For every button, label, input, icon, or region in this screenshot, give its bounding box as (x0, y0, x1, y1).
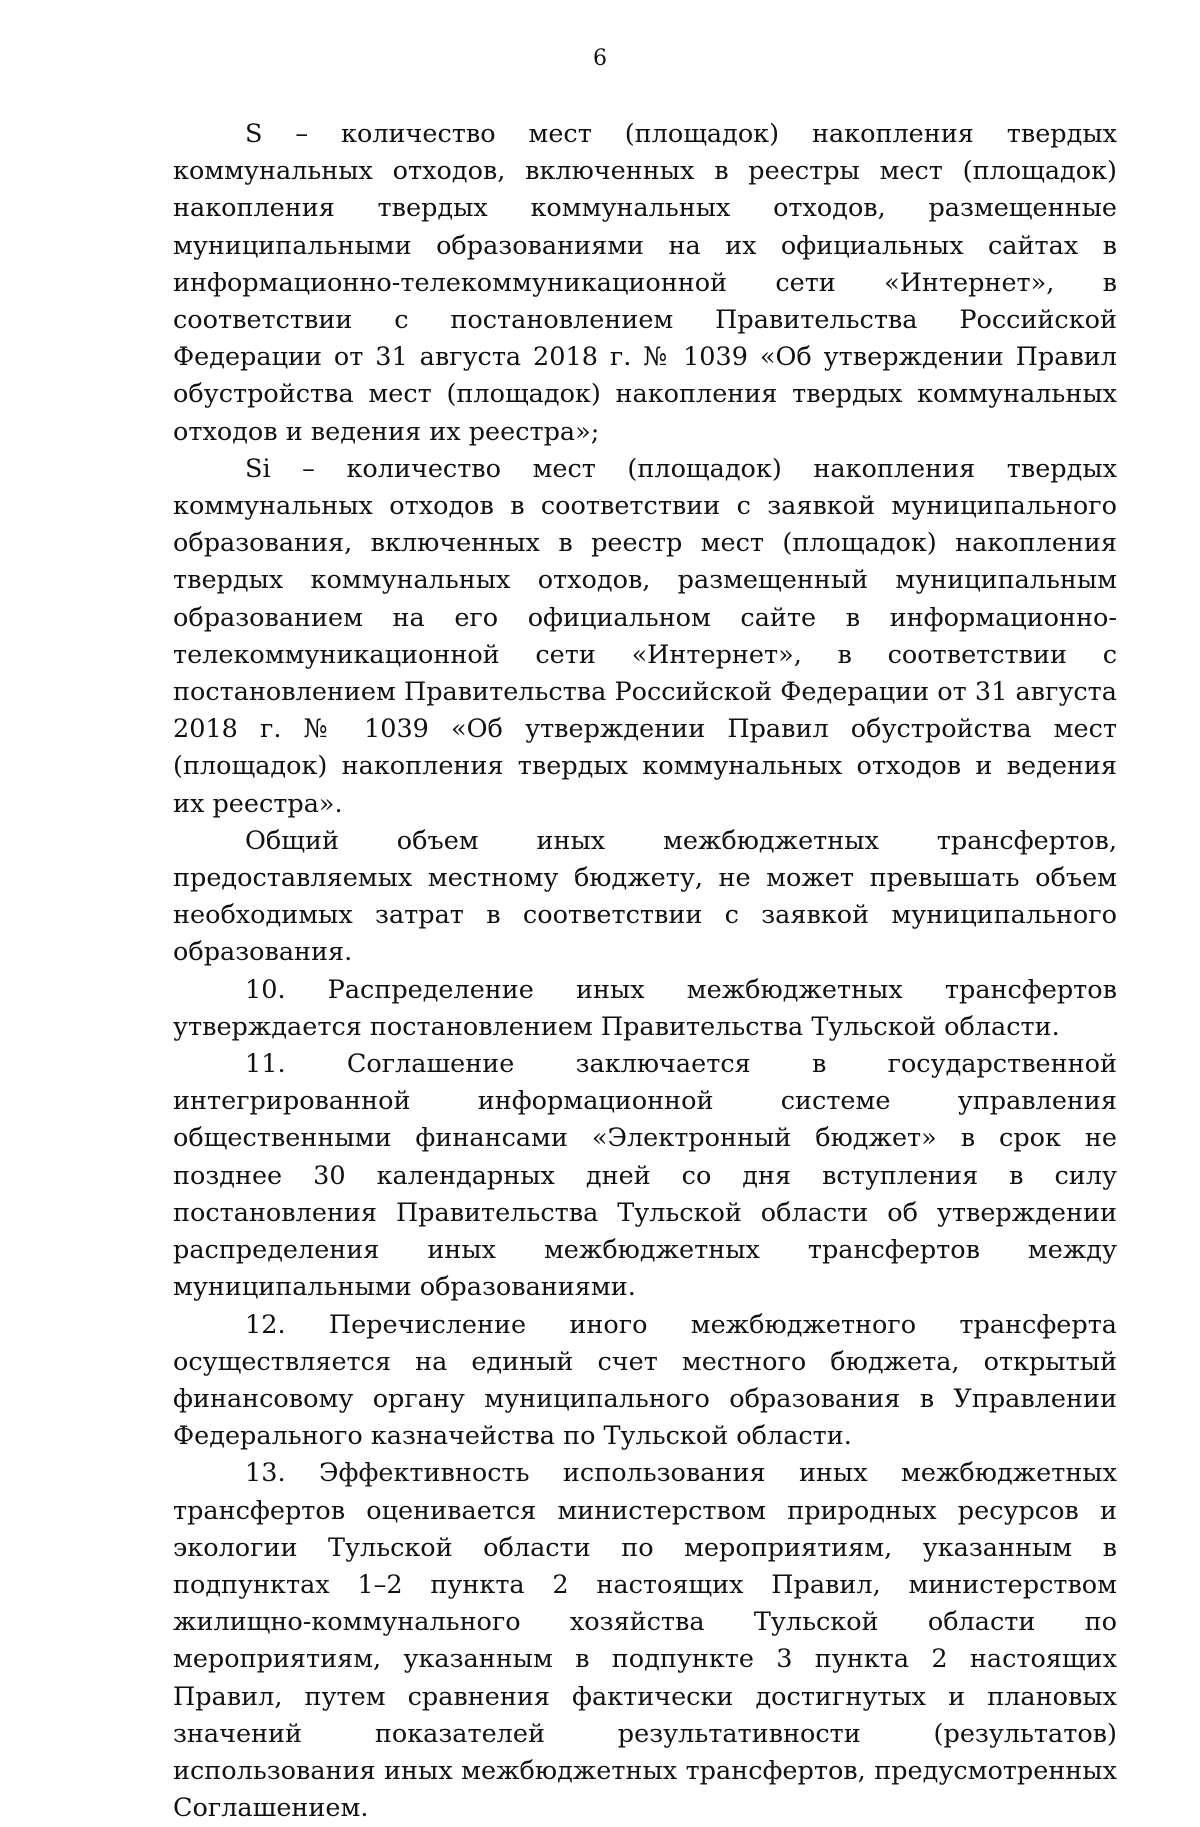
paragraph-item-10: 10. Распределение иных межбюджетных трансфертов утверждается постановлением Правительства Тульской области. (173, 974, 1117, 1042)
paragraph-si-definition: Si – количество мест (площадок) накопления твердых коммунальных отходов в соответствии с заявкой муниципального образования, включенных в реестр мест (площадок) накопления твердых коммунальных отходов, размещенный муниципальным образованием на его официальном сайте в информационно-телекоммуникационной сети «Интернет», в соответствии с постановлением Правительства Российской Федерации от 31 августа 2018 г. № 1039 «Об утверждении Правил обустройства мест (площадок) накопления твердых коммунальных отходов и ведения их реестра». (173, 453, 1117, 819)
page-number: 6 (593, 46, 607, 71)
paragraph-item-12: 12. Перечисление иного межбюджетного трансферта осуществляется на единый счет местного бюджета, открытый финансовому органу муниципального образования в Управлении Федерального казначейства по Тульской области. (173, 1309, 1117, 1452)
paragraph-item-13: 13. Эффективность использования иных межбюджетных трансфертов оценивается министерством природных ресурсов и экологии Тульской области по мероприятиям, указанным в подпунктах 1–2 пункта 2 настоящих Правил, министерством жилищно-коммунального хозяйства Тульской области по мероприятиям, указанным в подпункте 3 пункта 2 настоящих Правил, путем сравнения фактически достигнутых и плановых значений показателей результативности (результатов) использования иных межбюджетных трансфертов, предусмотренных Соглашением. (173, 1458, 1117, 1824)
paragraph-total-volume: Общий объем иных межбюджетных трансфертов, предоставляемых местному бюджету, не может превышать объем необходимых затрат в соответствии с заявкой муниципального образования. (173, 825, 1117, 968)
document-body (173, 116, 1117, 1827)
paragraph-s-definition: S – количество мест (площадок) накопления твердых коммунальных отходов, включенных в реестры мест (площадок) накопления твердых коммунальных отходов, размещенные муниципальными образованиями на их официальных сайтах в информационно-телекоммуникационной сети «Интернет», в соответствии с постановлением Правительства Российской Федерации от 31 августа 2018 г. № 1039 «Об утверждении Правил обустройства мест (площадок) накопления твердых коммунальных отходов и ведения их реестра»; (173, 119, 1117, 447)
paragraph-item-11: 11. Соглашение заключается в государственной интегрированной информационной системе управления общественными финансами «Электронный бюджет» в срок не позднее 30 календарных дней со дня вступления в силу постановления Правительства Тульской области об утверждении распределения иных межбюджетных трансфертов между муниципальными образованиями. (173, 1049, 1117, 1303)
